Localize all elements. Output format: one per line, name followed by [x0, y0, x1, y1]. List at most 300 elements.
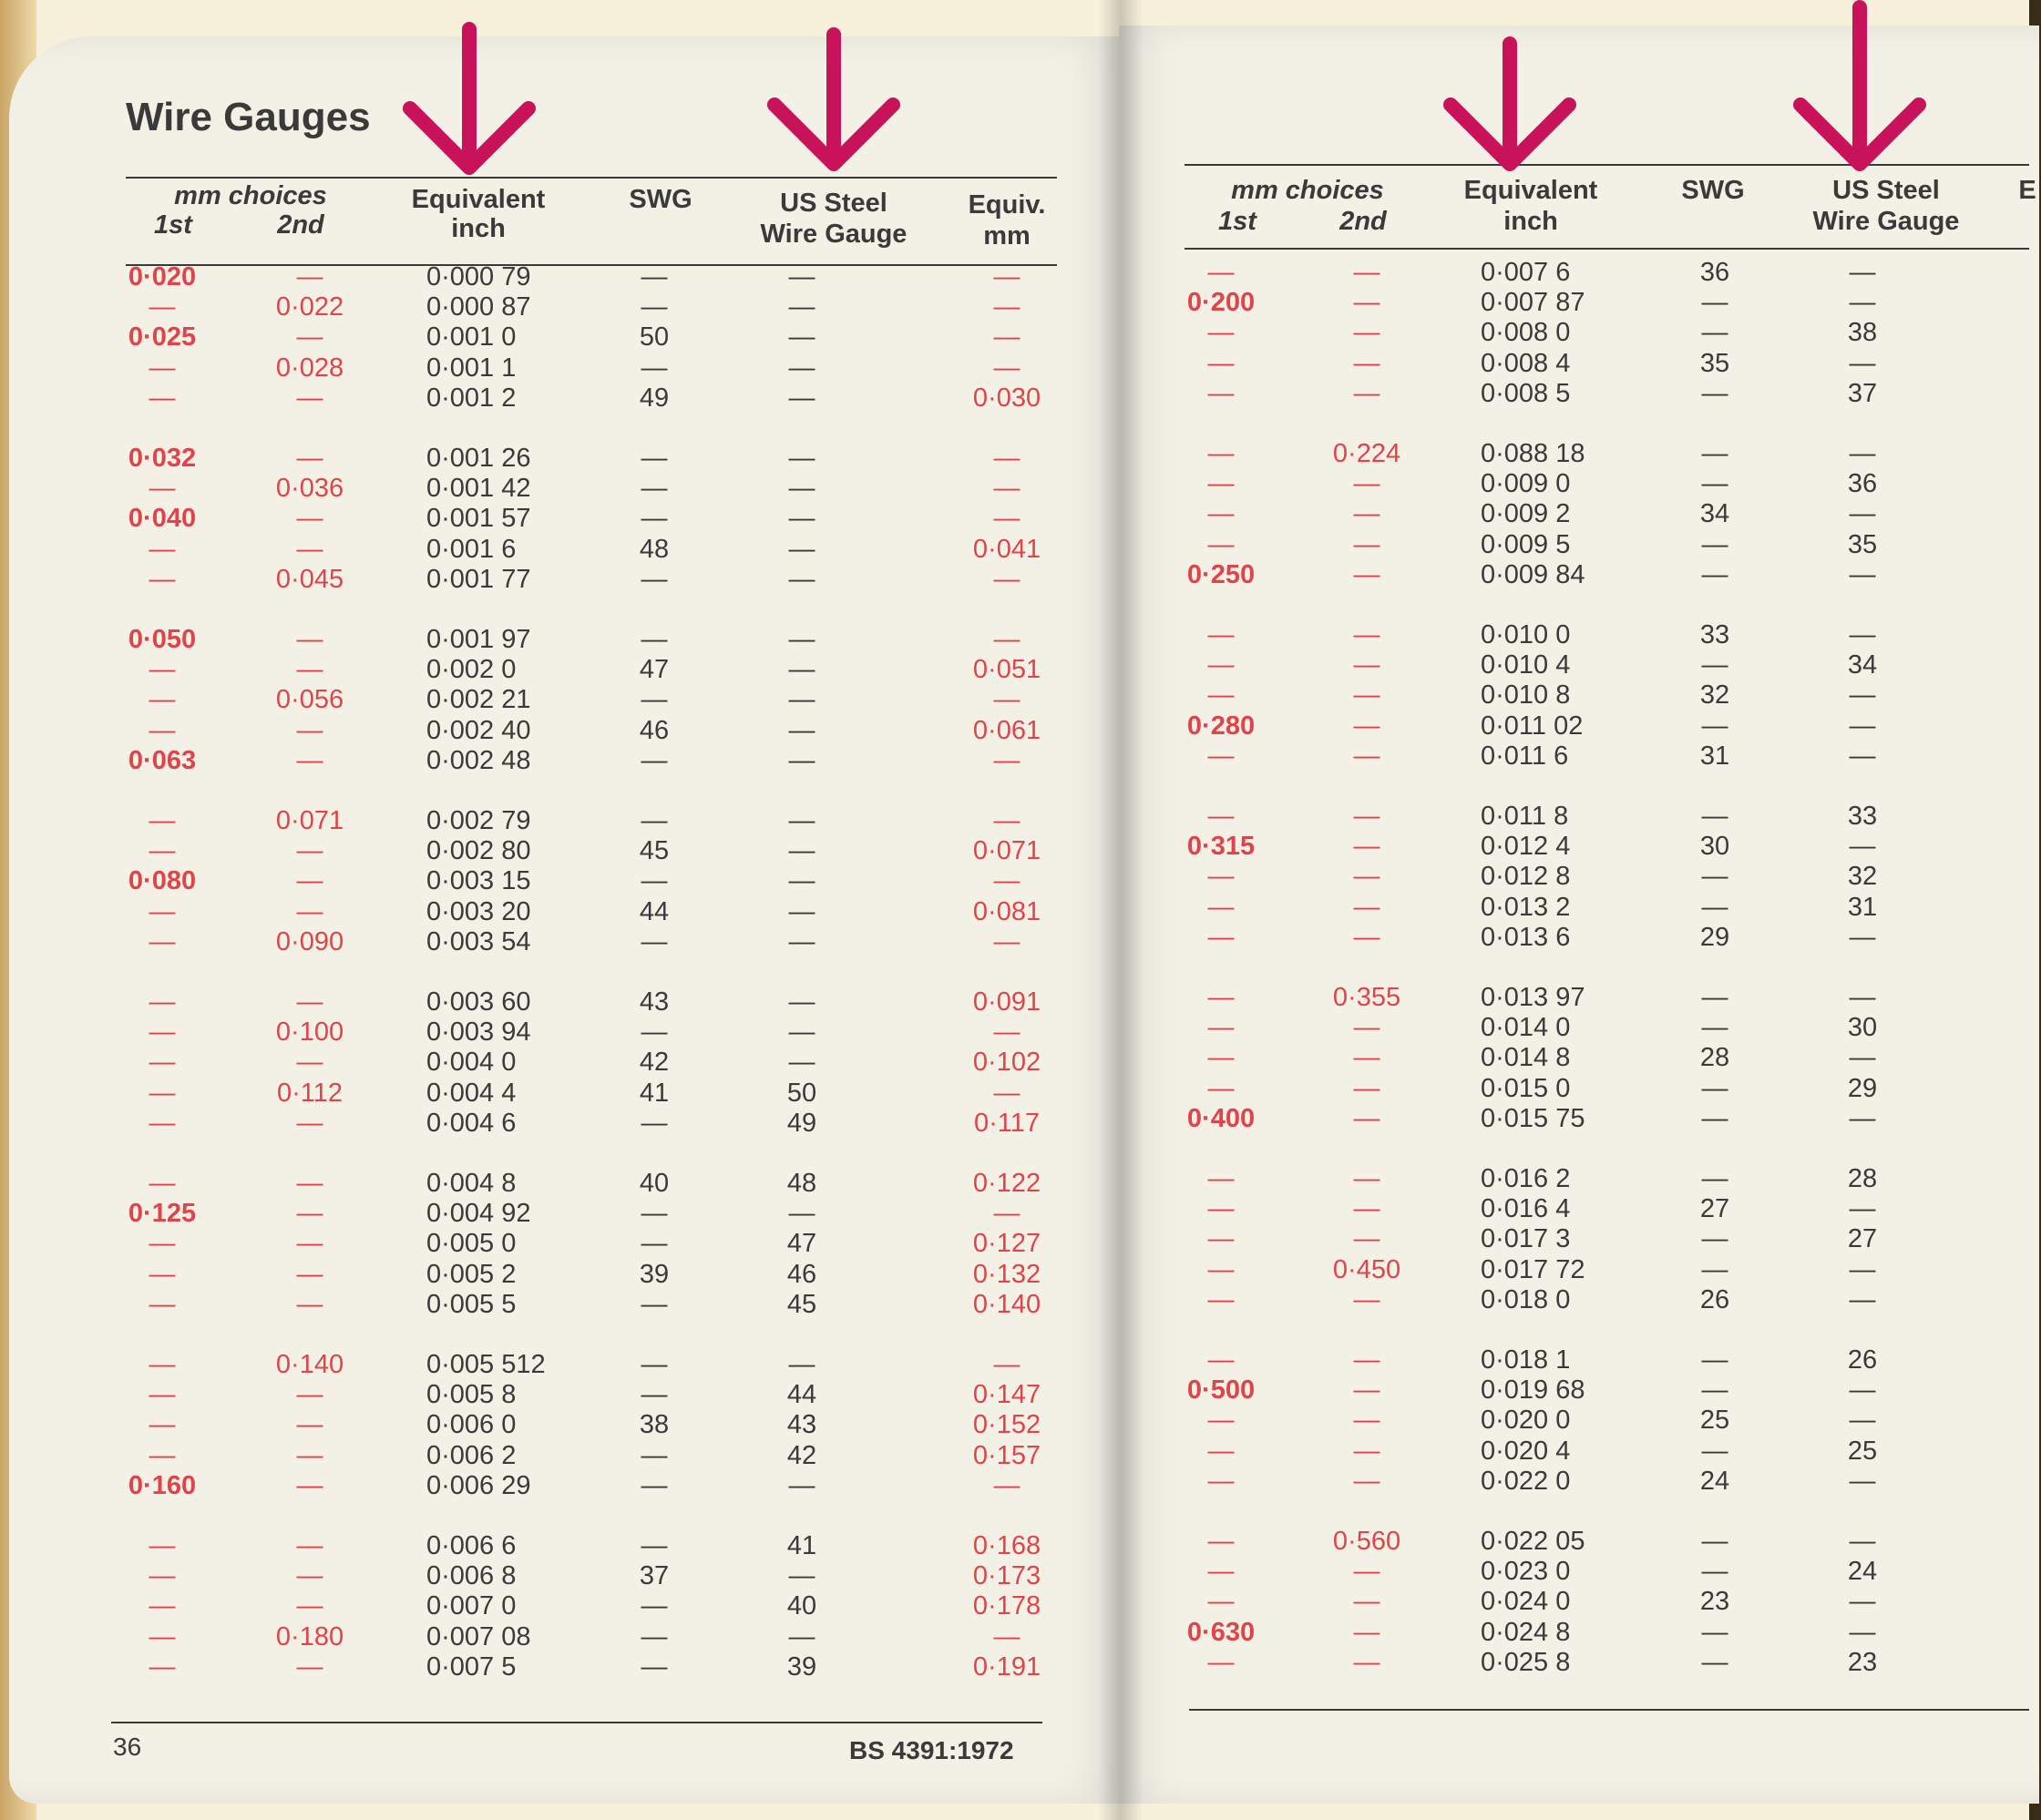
right-cell-swg: —	[1701, 318, 1728, 348]
left-cell-us-steel: —	[788, 1048, 815, 1078]
left-cell-first: —	[149, 1108, 176, 1138]
left-cell-equiv-mm: 0·061	[972, 715, 1041, 745]
right-cell-first: —	[1207, 680, 1235, 711]
header-equiv-inch-1: Equivalent	[411, 185, 546, 214]
left-cell-equiv-mm: —	[993, 353, 1020, 383]
left-cell-equiv-mm: 0·152	[972, 1410, 1041, 1440]
left-cell-equiv-mm: —	[993, 474, 1020, 504]
left-cell-equiv-mm: 0·102	[972, 1048, 1041, 1078]
left-cell-equiv-mm: 0·117	[973, 1108, 1041, 1138]
arrow-down-icon	[401, 22, 538, 177]
right-cell-second: —	[1353, 862, 1380, 892]
left-cell-first: —	[149, 1048, 176, 1078]
right-cell-us-steel: —	[1849, 1194, 1876, 1224]
right-cell-second: —	[1353, 1345, 1380, 1375]
left-cell-second: —	[296, 1229, 323, 1259]
left-cell-inch: 0·001 1	[426, 353, 517, 383]
left-cell-us-steel: —	[788, 1350, 815, 1379]
right-cell-us-steel: 24	[1847, 1557, 1878, 1587]
right-cell-us-steel: 25	[1847, 1436, 1878, 1466]
right-cell-first: —	[1207, 1345, 1235, 1375]
right-cell-us-steel: 29	[1847, 1073, 1878, 1103]
left-cell-swg: —	[641, 806, 668, 835]
left-cell-equiv-mm: —	[993, 806, 1020, 835]
left-cell-us-steel: —	[788, 564, 815, 594]
left-cell-inch: 0·006 0	[426, 1410, 517, 1440]
left-cell-equiv-mm: —	[993, 1199, 1020, 1229]
footer-rule	[111, 1722, 1042, 1723]
left-cell-equiv-mm: —	[993, 564, 1020, 594]
right-cell-first: —	[1207, 1406, 1235, 1436]
left-cell-us-steel: —	[788, 926, 815, 956]
left-cell-second: —	[296, 262, 323, 291]
right-cell-swg: —	[1701, 378, 1728, 408]
right-cell-swg: —	[1701, 1647, 1728, 1677]
header-top-rule	[126, 177, 1057, 179]
left-cell-second: —	[296, 625, 323, 654]
right-cell-swg: —	[1701, 1013, 1728, 1043]
left-cell-second: —	[296, 1169, 323, 1198]
right-cell-first: —	[1207, 1194, 1235, 1224]
right-cell-second: —	[1353, 1013, 1380, 1043]
right-cell-us-steel: 37	[1847, 378, 1878, 408]
left-cell-swg: —	[641, 1289, 668, 1319]
left-cell-first: —	[149, 474, 176, 504]
right-cell-swg: —	[1701, 1617, 1728, 1647]
left-cell-second: —	[296, 1199, 323, 1229]
right-cell-second: —	[1353, 1284, 1380, 1314]
arrow-down-icon	[765, 27, 902, 173]
left-cell-first: —	[149, 1591, 176, 1621]
left-cell-swg: —	[641, 353, 668, 383]
right-cell-swg: 34	[1699, 499, 1730, 529]
right-header-us-steel-2: Wire Gauge	[1812, 207, 1960, 236]
left-cell-inch: 0·000 79	[426, 262, 531, 291]
left-cell-swg: —	[641, 444, 668, 473]
left-cell-inch: 0·007 0	[426, 1591, 517, 1621]
left-cell-swg: —	[641, 1380, 668, 1410]
left-cell-inch: 0·005 0	[426, 1229, 517, 1259]
left-cell-second: 0·036	[275, 474, 344, 504]
header-equiv-mm-2: mm	[983, 221, 1031, 251]
header-second: 2nd	[277, 210, 324, 240]
right-cell-second: —	[1353, 529, 1380, 559]
left-cell-swg: —	[641, 685, 668, 715]
left-cell-equiv-mm: —	[993, 1621, 1020, 1651]
left-cell-swg: —	[641, 262, 668, 291]
left-cell-second: —	[296, 504, 323, 534]
right-cell-first: —	[1207, 1254, 1235, 1284]
right-cell-us-steel: —	[1849, 680, 1876, 711]
right-cell-first: —	[1207, 318, 1235, 348]
left-cell-us-steel: —	[788, 655, 815, 685]
left-cell-us-steel: —	[788, 715, 815, 745]
right-cell-inch: 0·088 18	[1481, 439, 1585, 468]
left-cell-first: —	[149, 1289, 176, 1319]
right-cell-second: —	[1353, 1406, 1380, 1436]
right-cell-first: —	[1207, 922, 1235, 952]
left-cell-inch: 0·003 60	[426, 987, 531, 1017]
left-cell-equiv-mm: —	[993, 866, 1020, 896]
right-cell-first: —	[1207, 1043, 1235, 1073]
left-cell-second: —	[296, 1259, 323, 1289]
right-cell-swg: 28	[1699, 1043, 1730, 1073]
left-cell-us-steel: —	[788, 625, 815, 654]
left-cell-swg: —	[641, 1229, 668, 1259]
right-cell-swg: —	[1701, 862, 1728, 892]
left-cell-equiv-mm: 0·168	[972, 1531, 1041, 1560]
right-cell-swg: —	[1701, 892, 1728, 922]
left-cell-inch: 0·001 77	[426, 564, 531, 594]
left-cell-second: —	[296, 715, 323, 745]
left-cell-first: —	[149, 1078, 176, 1108]
left-cell-equiv-mm: 0·081	[972, 896, 1041, 926]
right-cell-swg: 31	[1699, 741, 1730, 771]
left-cell-first: —	[149, 896, 176, 926]
left-cell-equiv-mm: 0·122	[972, 1169, 1041, 1198]
left-cell-swg: 50	[639, 322, 670, 353]
left-cell-equiv-mm: 0·041	[972, 534, 1041, 564]
right-cell-swg: 35	[1699, 348, 1730, 378]
left-cell-inch: 0·001 97	[426, 625, 531, 654]
left-cell-inch: 0·003 94	[426, 1017, 531, 1048]
left-cell-us-steel: —	[788, 353, 815, 383]
left-cell-first: —	[149, 836, 176, 866]
arrow-down-icon	[1791, 0, 1928, 173]
right-cell-inch: 0·025 8	[1481, 1647, 1571, 1677]
left-cell-first: —	[149, 564, 176, 594]
right-cell-swg: —	[1701, 1073, 1728, 1103]
left-cell-us-steel: —	[788, 836, 815, 866]
left-cell-swg: —	[641, 1591, 668, 1621]
right-cell-swg: 33	[1699, 620, 1730, 649]
right-header-second: 2nd	[1339, 207, 1387, 236]
right-cell-inch: 0·009 5	[1481, 529, 1571, 559]
right-cell-us-steel: —	[1849, 983, 1876, 1012]
left-cell-swg: 46	[639, 715, 670, 745]
left-cell-first: —	[149, 1017, 176, 1048]
left-cell-second: —	[296, 836, 323, 866]
right-cell-inch: 0·023 0	[1481, 1557, 1571, 1587]
left-cell-second: —	[296, 1561, 323, 1591]
right-cell-inch: 0·010 4	[1481, 650, 1571, 680]
left-cell-second: 0·090	[275, 926, 344, 956]
left-cell-us-steel: 41	[786, 1531, 817, 1560]
left-cell-us-steel: —	[788, 1470, 815, 1500]
right-cell-first: —	[1207, 1557, 1235, 1587]
left-cell-equiv-mm: 0·091	[972, 987, 1041, 1017]
right-cell-us-steel: —	[1849, 832, 1876, 862]
right-header-equiv-inch-1: Equivalent	[1463, 176, 1598, 205]
right-cell-second: —	[1353, 802, 1380, 831]
page-title: Wire Gauges	[126, 95, 371, 139]
left-cell-equiv-mm: 0·132	[972, 1259, 1041, 1289]
right-cell-first: —	[1207, 650, 1235, 680]
right-cell-second: —	[1353, 1043, 1380, 1073]
right-cell-inch: 0·022 05	[1481, 1527, 1585, 1556]
left-cell-us-steel: 44	[786, 1380, 817, 1410]
right-cell-second: —	[1353, 1587, 1380, 1617]
right-cell-second: —	[1353, 559, 1380, 589]
right-cell-first: 0·400	[1186, 1103, 1256, 1133]
left-cell-second: 0·028	[275, 353, 344, 383]
right-cell-us-steel: 35	[1847, 529, 1878, 559]
right-cell-second: —	[1353, 711, 1380, 741]
left-cell-second: 0·022	[275, 292, 344, 322]
right-cell-first: —	[1207, 1164, 1235, 1193]
right-cell-inch: 0·014 8	[1481, 1043, 1571, 1073]
right-cell-inch: 0·024 0	[1481, 1587, 1571, 1617]
left-cell-us-steel: 48	[786, 1169, 817, 1198]
left-cell-swg: —	[641, 1017, 668, 1048]
left-cell-second: 0·100	[275, 1017, 344, 1048]
right-cell-first: —	[1207, 1587, 1235, 1617]
right-cell-us-steel: —	[1849, 348, 1876, 378]
left-cell-inch: 0·002 79	[426, 806, 531, 835]
right-cell-swg: 26	[1699, 1284, 1730, 1314]
right-cell-second: —	[1353, 1164, 1380, 1193]
left-cell-second: —	[296, 866, 323, 896]
right-cell-second: —	[1353, 1103, 1380, 1133]
left-cell-first: —	[149, 1350, 176, 1379]
left-cell-second: —	[296, 1651, 323, 1682]
right-cell-second: —	[1353, 922, 1380, 952]
right-cell-inch: 0·007 87	[1481, 288, 1585, 318]
left-cell-inch: 0·007 5	[426, 1651, 517, 1682]
right-cell-second: —	[1353, 288, 1380, 318]
left-cell-swg: 40	[639, 1169, 670, 1198]
left-cell-swg: —	[641, 1470, 668, 1500]
right-cell-inch: 0·018 1	[1481, 1345, 1571, 1375]
left-cell-swg: 37	[639, 1561, 670, 1591]
left-cell-swg: —	[641, 564, 668, 594]
left-cell-first: —	[149, 655, 176, 685]
left-cell-us-steel: —	[788, 1561, 815, 1591]
right-cell-inch: 0·010 0	[1481, 620, 1571, 649]
left-cell-first: —	[149, 292, 176, 322]
right-header-mm-choices: mm choices	[1231, 176, 1384, 205]
left-cell-first: —	[149, 383, 176, 413]
left-cell-equiv-mm: —	[993, 625, 1020, 654]
right-header-equiv-inch-2: inch	[1503, 207, 1558, 236]
left-cell-us-steel: 42	[786, 1440, 817, 1470]
left-cell-inch: 0·002 80	[426, 836, 531, 866]
right-footer-rule	[1189, 1709, 2029, 1711]
right-cell-first: 0·200	[1186, 288, 1256, 318]
right-cell-us-steel: —	[1849, 1617, 1876, 1647]
right-cell-us-steel: —	[1849, 1375, 1876, 1406]
right-cell-us-steel: —	[1849, 1406, 1876, 1436]
right-cell-first: 0·500	[1186, 1375, 1256, 1406]
right-cell-first: —	[1207, 439, 1235, 468]
right-cell-inch: 0·024 8	[1481, 1617, 1571, 1647]
left-cell-first: —	[149, 1651, 176, 1682]
left-cell-inch: 0·001 26	[426, 444, 531, 473]
right-cell-us-steel: —	[1849, 922, 1876, 952]
right-cell-swg: —	[1701, 1436, 1728, 1466]
right-cell-us-steel: 32	[1847, 862, 1878, 892]
right-cell-us-steel: —	[1849, 1466, 1876, 1496]
left-cell-equiv-mm: —	[993, 1017, 1020, 1048]
right-cell-inch: 0·013 2	[1481, 892, 1571, 922]
page-number: 36	[113, 1733, 142, 1761]
left-cell-first: —	[149, 685, 176, 715]
left-cell-swg: —	[641, 1440, 668, 1470]
right-cell-inch: 0·017 3	[1481, 1224, 1571, 1254]
right-cell-first: —	[1207, 862, 1235, 892]
left-cell-us-steel: 43	[786, 1410, 817, 1440]
right-cell-swg: —	[1701, 1375, 1728, 1406]
right-cell-second: —	[1353, 1375, 1380, 1406]
left-cell-first: —	[149, 987, 176, 1017]
right-cell-us-steel: —	[1849, 1587, 1876, 1617]
right-cell-inch: 0·018 0	[1481, 1284, 1571, 1314]
left-cell-first: —	[149, 353, 176, 383]
right-cell-us-steel: 33	[1847, 802, 1878, 831]
left-cell-us-steel: 49	[786, 1108, 817, 1138]
left-cell-swg: —	[641, 1651, 668, 1682]
left-cell-second: —	[296, 1048, 323, 1078]
left-cell-us-steel: 46	[786, 1259, 817, 1289]
right-cell-second: —	[1353, 1436, 1380, 1466]
left-cell-us-steel: 40	[786, 1591, 817, 1621]
left-cell-second: 0·056	[275, 685, 344, 715]
right-cell-swg: —	[1701, 711, 1728, 741]
right-cell-swg: 23	[1699, 1587, 1730, 1617]
left-cell-inch: 0·002 40	[426, 715, 531, 745]
left-cell-first: —	[149, 1259, 176, 1289]
right-cell-inch: 0·015 0	[1481, 1073, 1571, 1103]
right-cell-swg: —	[1701, 1103, 1728, 1133]
left-cell-us-steel: 50	[786, 1078, 817, 1108]
left-cell-second: —	[296, 1380, 323, 1410]
left-cell-equiv-mm: 0·157	[972, 1440, 1041, 1470]
left-cell-equiv-mm: 0·071	[972, 836, 1041, 866]
right-cell-swg: 29	[1699, 922, 1730, 952]
right-cell-first: 0·250	[1186, 559, 1256, 589]
right-header-bottom-rule	[1185, 248, 2029, 250]
left-cell-us-steel: —	[788, 866, 815, 896]
left-cell-inch: 0·004 8	[426, 1169, 517, 1198]
right-cell-swg: 27	[1699, 1194, 1730, 1224]
left-cell-swg: —	[641, 866, 668, 896]
left-cell-first: —	[149, 1621, 176, 1651]
right-cell-inch: 0·013 97	[1481, 983, 1585, 1012]
right-cell-us-steel: —	[1849, 288, 1876, 318]
right-cell-us-steel: 36	[1847, 469, 1878, 499]
left-page	[9, 36, 1121, 1804]
left-cell-us-steel: —	[788, 987, 815, 1017]
left-cell-us-steel: —	[788, 1199, 815, 1229]
left-cell-equiv-mm: 0·191	[972, 1651, 1041, 1682]
right-cell-first: —	[1207, 892, 1235, 922]
right-cell-second: 0·560	[1332, 1527, 1401, 1556]
left-cell-equiv-mm: —	[993, 685, 1020, 715]
left-cell-swg: —	[641, 474, 668, 504]
left-cell-us-steel: 39	[786, 1651, 817, 1682]
right-cell-swg: 36	[1699, 258, 1730, 287]
left-cell-swg: 47	[639, 655, 670, 685]
right-cell-inch: 0·010 8	[1481, 680, 1571, 711]
left-cell-equiv-mm: 0·127	[972, 1229, 1041, 1259]
right-cell-first: —	[1207, 620, 1235, 649]
left-cell-equiv-mm: —	[993, 745, 1020, 775]
right-cell-inch: 0·019 68	[1481, 1375, 1585, 1406]
left-cell-swg: 49	[639, 383, 670, 413]
left-cell-inch: 0·002 0	[426, 655, 517, 685]
right-cell-inch: 0·007 6	[1481, 258, 1571, 287]
right-cell-swg: —	[1701, 439, 1728, 468]
left-cell-second: 0·112	[276, 1078, 344, 1108]
header-equiv-inch-2: inch	[451, 214, 506, 243]
right-cell-us-steel: —	[1849, 1103, 1876, 1133]
right-cell-inch: 0·011 8	[1481, 802, 1569, 831]
right-cell-inch: 0·015 75	[1481, 1103, 1585, 1133]
header-us-steel-1: US Steel	[780, 189, 887, 218]
left-cell-swg: —	[641, 1199, 668, 1229]
right-cell-inch: 0·017 72	[1481, 1254, 1585, 1284]
right-cell-swg: —	[1701, 469, 1728, 499]
left-cell-second: —	[296, 745, 323, 775]
left-cell-us-steel: —	[788, 383, 815, 413]
left-cell-first: 0·025	[128, 322, 197, 353]
standard-reference: BS 4391:1972	[849, 1736, 1014, 1764]
left-cell-first: 0·020	[128, 262, 197, 291]
left-cell-swg: 42	[639, 1048, 670, 1078]
left-cell-inch: 0·006 8	[426, 1561, 517, 1591]
left-cell-equiv-mm: 0·173	[972, 1561, 1041, 1591]
right-cell-inch: 0·013 6	[1481, 922, 1571, 952]
right-cell-swg: —	[1701, 802, 1728, 831]
left-cell-second: 0·180	[275, 1621, 344, 1651]
right-cell-us-steel: 38	[1847, 318, 1878, 348]
right-cell-us-steel: 27	[1847, 1224, 1878, 1254]
left-cell-inch: 0·004 6	[426, 1108, 517, 1138]
right-cell-second: —	[1353, 832, 1380, 862]
right-cell-swg: —	[1701, 559, 1728, 589]
right-cell-second: —	[1353, 892, 1380, 922]
left-cell-first: 0·125	[128, 1199, 197, 1229]
right-cell-inch: 0·014 0	[1481, 1013, 1571, 1043]
left-cell-us-steel: —	[788, 474, 815, 504]
right-cell-swg: —	[1701, 1527, 1728, 1556]
header-equiv-mm-1: Equiv.	[968, 190, 1046, 220]
left-cell-swg: —	[641, 625, 668, 654]
right-cell-swg: —	[1701, 1345, 1728, 1375]
right-cell-swg: 32	[1699, 680, 1730, 711]
left-cell-us-steel: —	[788, 504, 815, 534]
right-cell-swg: 24	[1699, 1466, 1730, 1496]
right-cell-first: —	[1207, 258, 1235, 287]
left-cell-inch: 0·001 6	[426, 534, 517, 564]
left-cell-swg: 48	[639, 534, 670, 564]
left-cell-first: 0·080	[128, 866, 197, 896]
left-cell-us-steel: 47	[786, 1229, 817, 1259]
right-cell-us-steel: 31	[1847, 892, 1878, 922]
left-cell-inch: 0·006 2	[426, 1440, 517, 1470]
right-cell-second: —	[1353, 469, 1380, 499]
right-cell-second: —	[1353, 650, 1380, 680]
left-cell-inch: 0·001 57	[426, 504, 531, 534]
right-cell-second: —	[1353, 499, 1380, 529]
left-cell-inch: 0·004 4	[426, 1078, 517, 1108]
right-cell-inch: 0·016 2	[1481, 1164, 1571, 1193]
left-cell-first: 0·040	[128, 504, 197, 534]
left-cell-swg: —	[641, 292, 668, 322]
left-cell-swg: 38	[639, 1410, 670, 1440]
right-cell-inch: 0·011 6	[1481, 741, 1569, 771]
left-cell-second: —	[296, 1531, 323, 1560]
